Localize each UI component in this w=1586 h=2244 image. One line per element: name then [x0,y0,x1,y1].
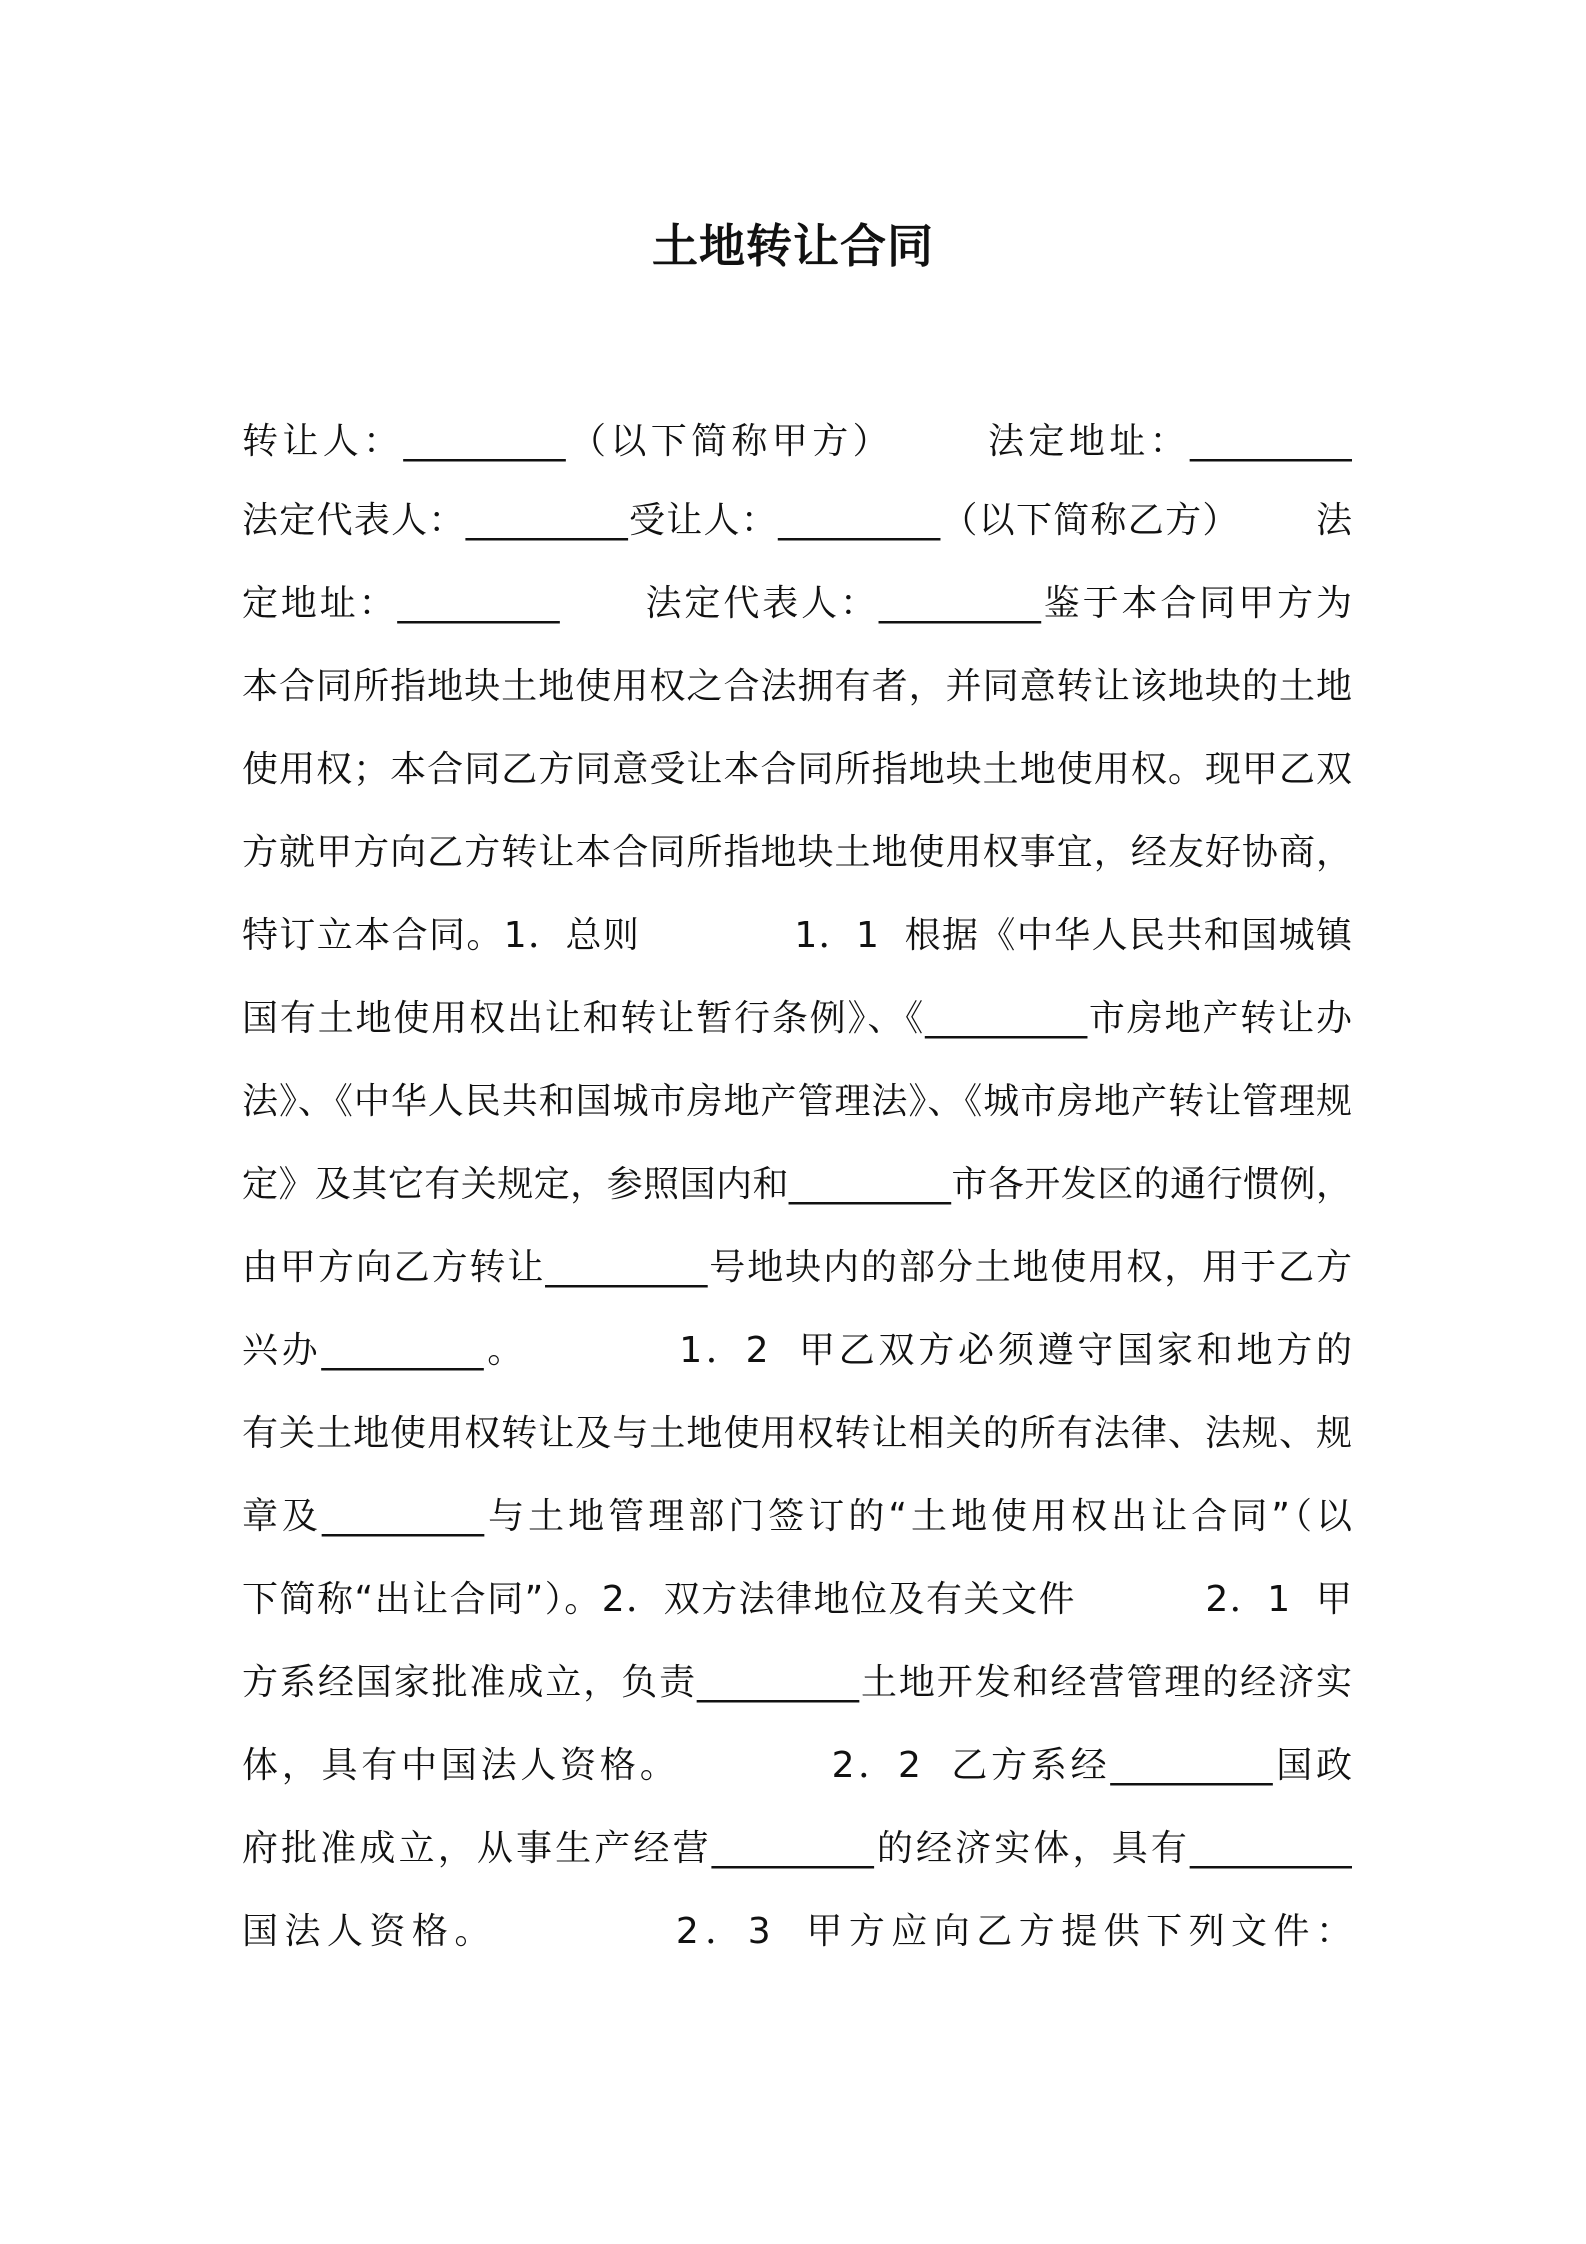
text-line: 下简称“出让合同”）。2．双方法律地位及有关文件 2．1 甲 [242,1579,1352,1620]
text-line: 章及_________与土地管理部门签订的“土地使用权出让合同”（以 [242,1496,1352,1537]
text-line: 法》、《中华人民共和国城市房地产管理法》、《城市房地产转让管理规 [242,1081,1352,1122]
text-line: 府批准成立，从事生产经营_________的经济实体，具有_________ [242,1828,1352,1869]
text-line: 法定代表人：_________受让人：_________（以下简称乙方） 法 [242,500,1352,541]
text-line: 国有土地使用权出让和转让暂行条例》、《_________市房地产转让办 [242,998,1352,1039]
text-line: 国法人资格。 2．3 甲方应向乙方提供下列文件： [242,1911,1352,1952]
document-title: 土地转让合同 [652,219,934,273]
text-line: 本合同所指地块土地使用权之合法拥有者，并同意转让该地块的土地 [242,666,1352,707]
text-line: 使用权；本合同乙方同意受让本合同所指地块土地使用权。现甲乙双 [242,749,1352,790]
text-line: 有关土地使用权转让及与土地使用权转让相关的所有法律、法规、规 [242,1413,1352,1454]
text-line: 体，具有中国法人资格。 2．2 乙方系经_________国政 [242,1745,1352,1786]
text-line: 兴办_________。 1．2 甲乙双方必须遵守国家和地方的 [242,1330,1352,1371]
text-line: 方就甲方向乙方转让本合同所指地块土地使用权事宜，经友好协商， [242,832,1352,873]
text-line: 方系经国家批准成立，负责_________土地开发和经营管理的经济实 [242,1662,1352,1703]
text-line: 定》及其它有关规定，参照国内和_________市各开发区的通行惯例， [242,1164,1352,1205]
text-line: 定地址：_________ 法定代表人：_________鉴于本合同甲方为 [242,583,1352,624]
text-line: 转让人：_________（以下简称甲方） 法定地址：_________ [242,421,1352,462]
text-line: 特订立本合同。1．总则 1．1 根据《中华人民共和国城镇 [242,915,1352,956]
text-line: 由甲方向乙方转让_________号地块内的部分土地使用权，用于乙方 [242,1247,1352,1288]
